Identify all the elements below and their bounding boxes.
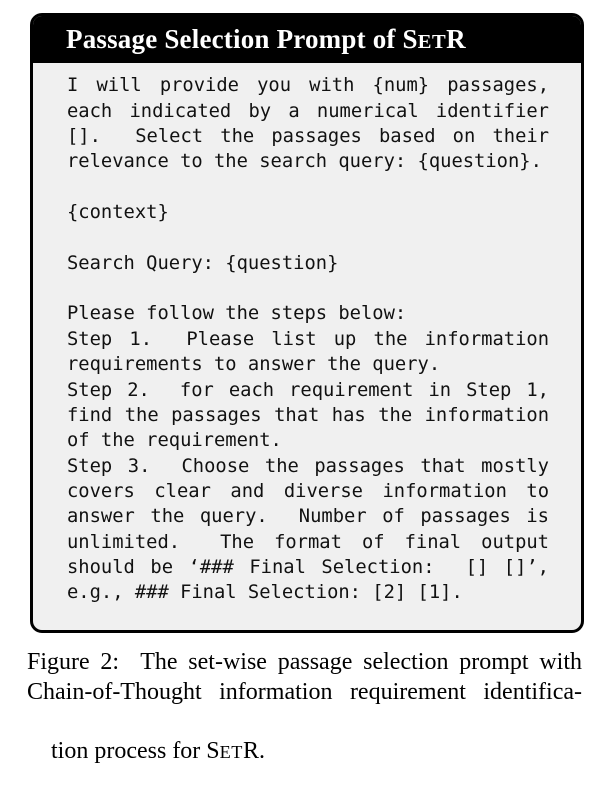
prompt-box-title — [33, 16, 581, 63]
prompt-line: relevance to the search query: {question}. — [67, 151, 542, 173]
prompt-line: each indicated by a numerical identifier — [67, 100, 549, 122]
prompt-line: []. Select the passages based on their — [67, 126, 549, 148]
prompt-box-title-end: R — [446, 24, 466, 54]
prompt-line: e.g., ### Final Selection: [2] [1]. — [67, 582, 463, 604]
prompt-line: find the passages that has the information — [67, 404, 549, 426]
caption-line: Figure 2: The set-wise passage selection prompt with — [27, 649, 582, 675]
caption-line3-smallcaps: ET — [219, 741, 243, 762]
prompt-line: {context} — [67, 202, 169, 224]
prompt-line: answer the query. Number of passages is — [67, 506, 549, 528]
prompt-line: Step 3. Choose the passages that mostly — [67, 455, 549, 477]
blank-line — [67, 175, 549, 200]
prompt-line: of the requirement. — [67, 430, 282, 452]
prompt-line: Step 2. for each requirement in Step 1, — [67, 379, 549, 401]
prompt-body — [33, 63, 581, 629]
prompt-line: covers clear and diverse information to — [67, 480, 549, 502]
prompt-figure-box — [30, 13, 584, 633]
prompt-line: requirements to answer the query. — [67, 354, 441, 376]
prompt-box-title-text: Passage Selection Prompt of S — [66, 24, 418, 54]
figure-caption — [27, 648, 582, 797]
caption-line: Chain-of-Thought information requirement identifica- — [27, 678, 582, 705]
caption-line3-end: R. — [242, 737, 265, 764]
caption-line3-text: tion process for S — [51, 737, 220, 764]
prompt-line: Search Query: {question} — [67, 252, 339, 274]
blank-line — [67, 225, 549, 250]
prompt-box-title-smallcaps: ET — [417, 31, 447, 53]
prompt-line: should be ‘### Final Selection: [] []’, — [67, 556, 549, 578]
caption-line — [27, 707, 582, 797]
blank-line — [67, 276, 549, 301]
prompt-line: Please follow the steps below: — [67, 303, 407, 325]
prompt-line: Step 1. Please list up the information — [67, 328, 549, 350]
prompt-line: unlimited. The format of final output — [67, 531, 549, 553]
prompt-line: I will provide you with {num} passages, — [67, 75, 549, 97]
